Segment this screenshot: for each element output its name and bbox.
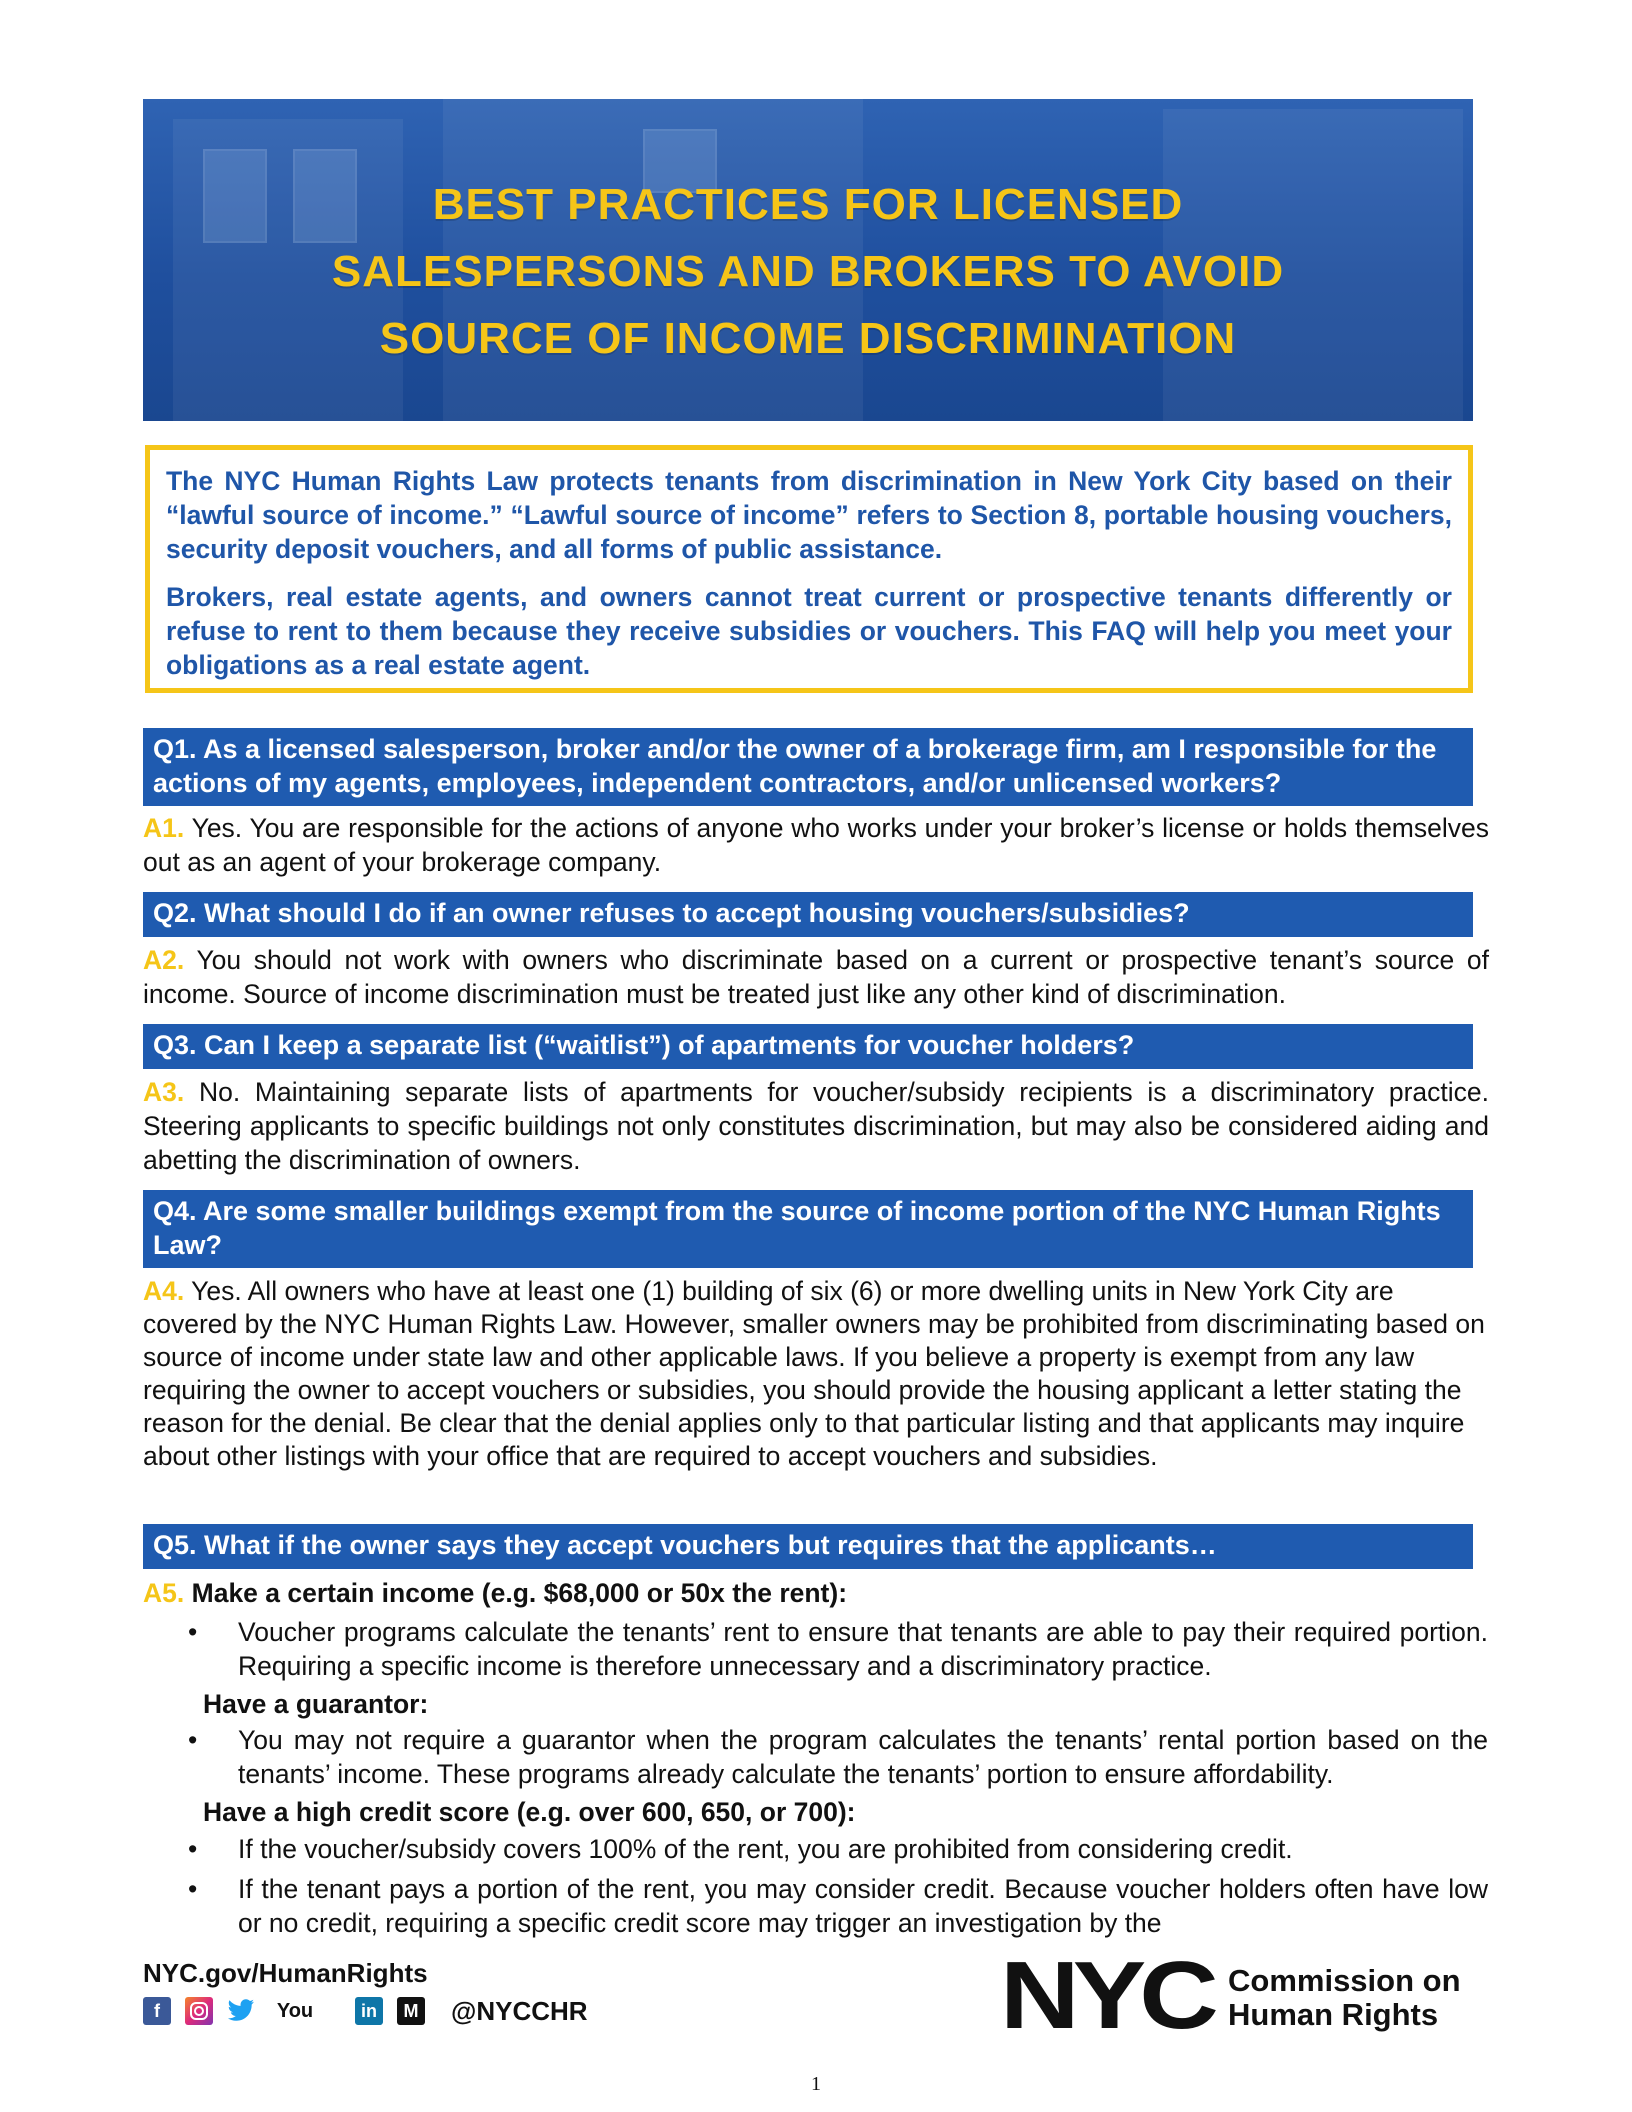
question-1: Q1. As a licensed salesperson, broker and/or the owner of a brokerage firm, am I responsible for the actions of my agents, employees, independent contractors, and/or unlicensed workers? [143, 728, 1473, 806]
commission-name [1228, 1964, 1461, 2032]
nyc-logo [1000, 1952, 1218, 2034]
answer-2 [143, 943, 1489, 1011]
linkedin-icon[interactable]: in [355, 1997, 383, 2025]
commission-line-2: Human Rights [1228, 1997, 1439, 2032]
bullet-text: If the voucher/subsidy covers 100% of the rent, you are prohibited from considering credit. [238, 1834, 1293, 1864]
answer-text: You should not work with owners who discriminate based on a current or prospective tenant’s source of income. Source of income discrimination must be treated just like any other kind of discrimination. [143, 945, 1489, 1009]
answer-key: A3. [143, 1077, 185, 1107]
intro-paragraph-2: Brokers, real estate agents, and owners cannot treat current or prospective tenants differently or refuse to rent to them because they receive subsidies or vouchers. This FAQ will help you meet your obligations as a real estate agent. [166, 582, 1452, 680]
intro-box [145, 445, 1473, 693]
twitter-icon[interactable] [227, 1997, 255, 2025]
social-handle: @NYCCHR [451, 1995, 588, 2026]
title-line-1: BEST PRACTICES FOR LICENSED [432, 180, 1184, 229]
instagram-icon[interactable] [185, 1997, 213, 2025]
question-5: Q5. What if the owner says they accept vouchers but requires that the applicants… [143, 1524, 1473, 1569]
header-banner [143, 99, 1473, 421]
answer-key: A1. [143, 813, 185, 843]
website-link[interactable]: NYC.gov/HumanRights [143, 1958, 428, 1988]
nyc-logo-text: NYC [1000, 1952, 1217, 2034]
answer-1 [143, 811, 1489, 879]
answer-5-intro [143, 1576, 1489, 1610]
title-line-2: SALESPERSONS AND BROKERS TO AVOID [331, 247, 1285, 296]
medium-icon[interactable]: M [397, 1997, 425, 2025]
answer-text: Yes. All owners who have at least one (1) building of six (6) or more dwelling units in New York City are covered by the NYC Human Rights Law. However, smaller owners may be prohibited from discriminating based on source of income under state law and other applicable laws. If you believe a property is exempt from any law requiring the owner to accept vouchers or subsidies, you should provide the housing applicant a letter stating the reason for the denial. Be clear that the denial applies only to that particular listing and that applicants may inquire about other listings with your office that are required to accept vouchers and subsidies. [143, 1276, 1485, 1471]
question-2: Q2. What should I do if an owner refuses to accept housing vouchers/subsidies? [143, 892, 1473, 937]
bullet-text: You may not require a guarantor when the program calculates the tenants’ rental portion based on the tenants’ income. These programs already calculate the tenants’ portion to ensure affordability. [238, 1725, 1488, 1789]
bullet-text: If the tenant pays a portion of the rent, you may consider credit. Because voucher holders often have low or no credit, requiring a specific credit score may trigger an investigation by the [238, 1874, 1488, 1938]
answer-key: A4. [143, 1276, 185, 1306]
bullet-icon: • [188, 1834, 198, 1864]
commission-line-1: Commission on [1228, 1963, 1461, 1998]
title-line-3: SOURCE OF INCOME DISCRIMINATION [379, 314, 1237, 363]
page-title [143, 171, 1473, 372]
answer-3 [143, 1075, 1489, 1177]
answer-key: A2. [143, 945, 185, 975]
answer-subheading-credit: Have a high credit score (e.g. over 600, 650, or 700): [203, 1797, 856, 1827]
bullet-item [190, 1872, 1488, 1940]
page-number: 1 [811, 2073, 821, 2095]
intro-paragraph-1: The NYC Human Rights Law protects tenants from discrimination in New York City based on their “lawful source of income.” “Lawful source of income” refers to Section 8, portable housing vouchers, security deposit vouchers, and all forms of public assistance. [166, 466, 1452, 564]
bullet-icon: • [188, 1617, 198, 1647]
facebook-icon[interactable]: f [143, 1997, 171, 2025]
question-3: Q3. Can I keep a separate list (“waitlist”) of apartments for voucher holders? [143, 1024, 1473, 1069]
social-links [143, 1995, 588, 2027]
bullet-icon: • [188, 1874, 198, 1904]
youtube-icon[interactable]: You [276, 1999, 314, 2022]
bullet-item [190, 1723, 1488, 1791]
question-4: Q4. Are some smaller buildings exempt from the source of income portion of the NYC Human Rights Law? [143, 1190, 1473, 1268]
bullet-item [190, 1832, 1488, 1866]
answer-text: Yes. You are responsible for the actions of anyone who works under your broker’s license or holds themselves out as an agent of your brokerage company. [143, 813, 1489, 877]
answer-key: A5. [143, 1578, 185, 1608]
bullet-item [190, 1615, 1488, 1683]
answer-subheading-guarantor: Have a guarantor: [203, 1689, 429, 1719]
answer-4 [143, 1275, 1489, 1473]
answer-text: No. Maintaining separate lists of apartments for voucher/subsidy recipients is a discriminatory practice. Steering applicants to specific buildings not only constitutes discrimination, but may also be considered aiding and abetting the discrimination of owners. [143, 1077, 1489, 1175]
bullet-icon: • [188, 1725, 198, 1755]
bullet-text: Voucher programs calculate the tenants’ rent to ensure that tenants are able to pay their required portion. Requiring a specific income is therefore unnecessary and a discriminatory practice. [238, 1617, 1488, 1681]
answer-subheading-income: Make a certain income (e.g. $68,000 or 50x the rent): [191, 1578, 848, 1608]
